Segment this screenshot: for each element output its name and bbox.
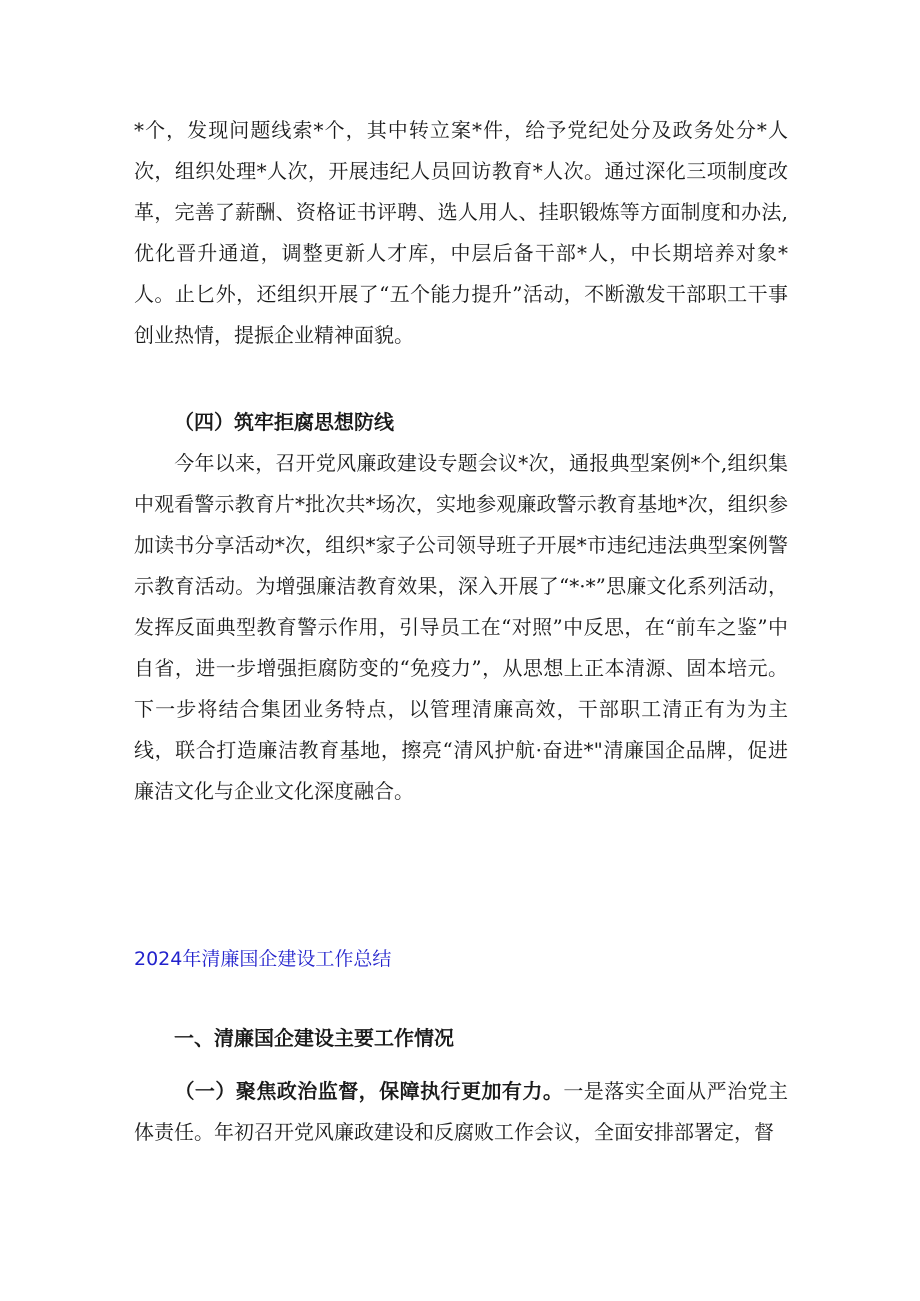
body-paragraph-four — [134, 443, 788, 812]
section-heading-one: 一、清廉国企建设主要工作情况 — [174, 1026, 454, 1050]
subheading-one-label: （一）聚焦政治监督，保障执行更加有力。 — [174, 1079, 564, 1103]
body-paragraph-one-text: 一是落实全面从严治党主体责任。年初召开党风廉政建设和反腐败工作会议，全面安排部署定，督 — [134, 1079, 789, 1144]
body-paragraph-four-text: 今年以来，召开党风廉政建设专题会议*次，通报典型案例*个,组织集中观看警示教育片*批次共*场次，实地参观廉政警示教育基地*次，组织参加读书分享活动*次，组织*家子公司领导班子开展*市违纪违法典型案例警示教育活动。为增强廉洁教育效果，深入开展了“*·*”思廉文化系列活动，发挥反面典型教育警示作用，引导员工在“对照”中反思，在“前车之鉴”中自省，进一步增强拒腐防变的“免疫力”，从思想上正本清源、固本培元。下一步将结合集团业务特点，以管理清廉高效，干部职工清正有为为主线，联合打造廉洁教育基地，擦亮“清风护航·奋进*"清廉国企品牌，促进廉洁文化与企业文化深度融合。 — [134, 451, 788, 803]
body-paragraph-one — [134, 1071, 788, 1153]
subheading-four: （四）筑牢拒腐思想防线 — [174, 410, 394, 434]
body-paragraph-continued: *个，发现问题线索*个，其中转立案*件，给予党纪处分及政务处分*人次，组织处理*人次，开展违纪人员回访教育*人次。通过深化三项制度改革，完善了薪酬、资格证书评聘、选人用人、挂职锻炼等方面制度和办法,优化晋升通道，调整更新人才库，中层后备干部*人，中长期培养对象*人。止匕外，还组织开展了“五个能力提升”活动，不断激发干部职工干事创业热情，提振企业精神面貌。 — [134, 118, 788, 347]
document-title-link[interactable]: 2024年清廉国企建设工作总结 — [134, 948, 392, 970]
